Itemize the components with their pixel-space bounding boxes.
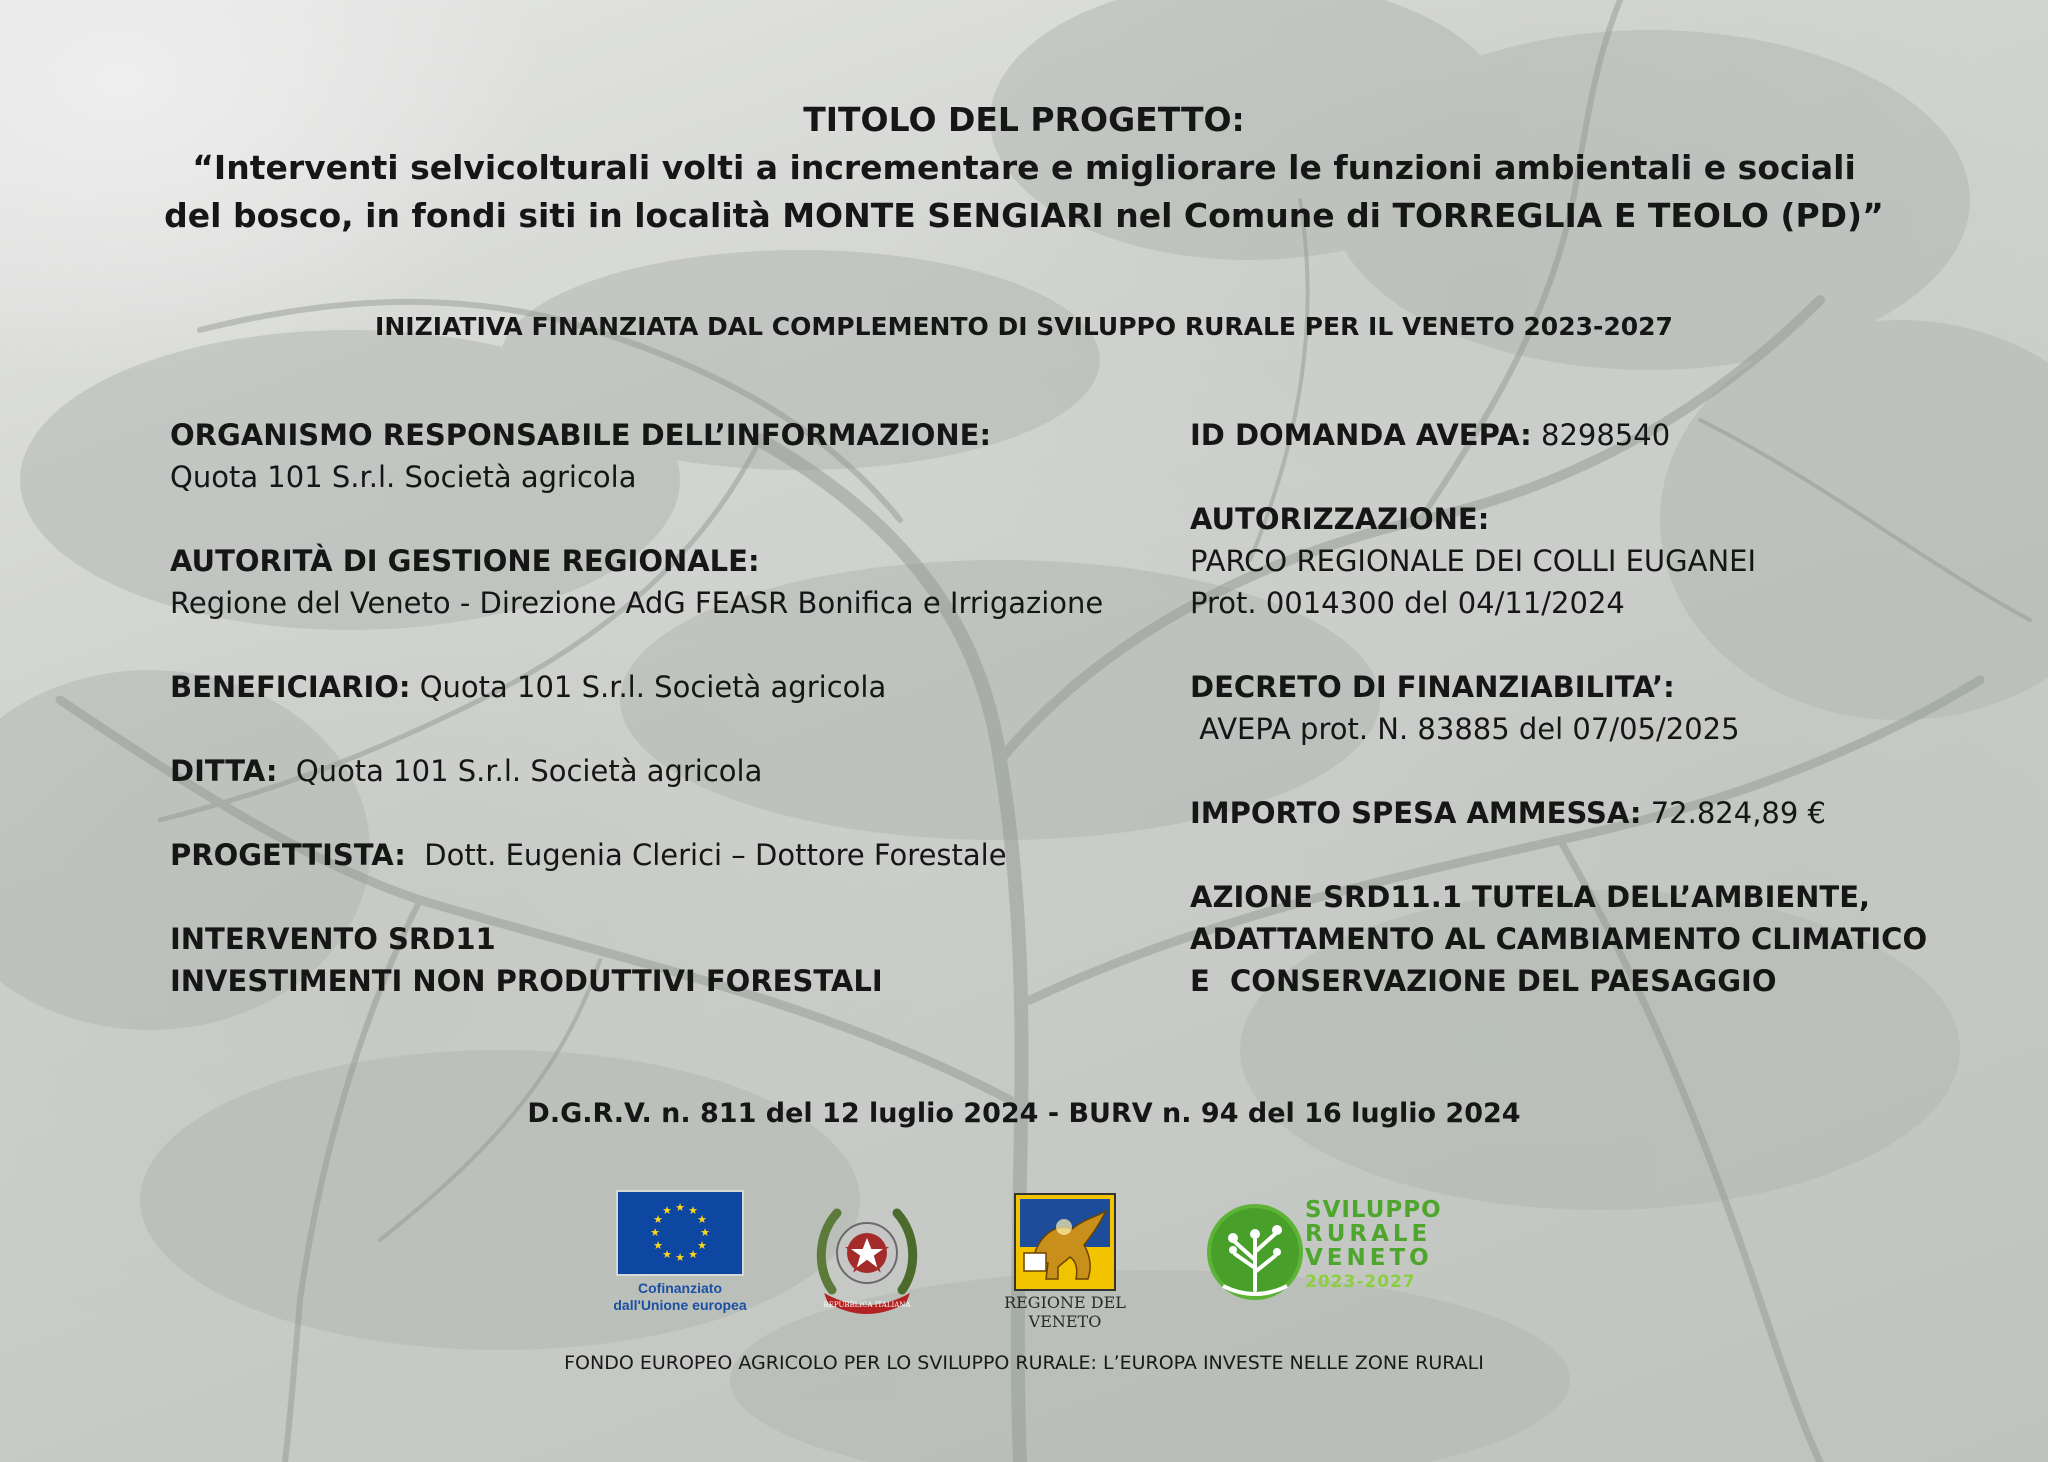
regione-veneto-text: REGIONE DEL VENETO	[1004, 1293, 1126, 1331]
svg-text:★: ★	[675, 1201, 685, 1214]
srv-years: 2023-2027	[1305, 1272, 1416, 1292]
ditta-label: DITTA:	[170, 754, 278, 788]
svg-text:★: ★	[697, 1239, 707, 1252]
eu-flag-icon	[616, 1190, 744, 1276]
id-domanda-value: 8298540	[1531, 418, 1671, 452]
lion-of-st-mark-icon	[1014, 1193, 1116, 1291]
decreto-value: AVEPA prot. N. 83885 del 07/05/2025	[1190, 712, 1740, 746]
eu-cofinanced-text	[610, 1280, 750, 1314]
svg-text:★: ★	[650, 1226, 660, 1239]
beneficiario-label: BENEFICIARIO:	[170, 670, 411, 704]
srv-text-line-1: SVILUPPO	[1305, 1197, 1442, 1223]
autorizzazione-label: AUTORIZZAZIONE:	[1190, 502, 1490, 536]
italian-emblem-icon	[812, 1195, 922, 1315]
project-title-line-2: del bosco, in fondi siti in località MONTE SENGIARI nel Comune di TORREGLIA E TEOLO (PD)”	[164, 196, 1884, 235]
project-title-line-1: “Interventi selvicolturali volti a incrementare e migliorare le funzioni ambientali e sociali	[192, 148, 1856, 187]
progettista-value: Dott. Eugenia Clerici – Dottore Forestale	[405, 838, 1007, 872]
svg-text:★: ★	[653, 1239, 663, 1252]
autorizzazione-line-2: Prot. 0014300 del 04/11/2024	[1190, 586, 1625, 620]
ditta-value: Quota 101 S.r.l. Società agricola	[277, 754, 763, 788]
id-domanda-row	[1190, 414, 2010, 456]
sviluppo-rurale-text	[1305, 1198, 1442, 1294]
beneficiario-row	[170, 666, 1170, 708]
autorita-value: Regione del Veneto - Direzione AdG FEASR Bonifica e Irrigazione	[170, 586, 1104, 620]
srv-text-line-3: VENETO	[1305, 1245, 1433, 1271]
svg-text:★: ★	[688, 1204, 698, 1217]
sviluppo-rurale-veneto-logo	[1205, 1190, 1445, 1320]
autorita-label: AUTORITÀ DI GESTIONE REGIONALE:	[170, 544, 760, 578]
svg-text:★: ★	[653, 1213, 663, 1226]
progettista-label: PROGETTISTA:	[170, 838, 406, 872]
regione-veneto-logo	[980, 1193, 1150, 1331]
autorizzazione-line-1: PARCO REGIONALE DEI COLLI EUGANEI	[1190, 544, 1757, 578]
initiative-heading: INIZIATIVA FINANZIATA DAL COMPLEMENTO DI SVILUPPO RURALE PER IL VENETO 2023-2027	[375, 312, 1673, 341]
svg-text:★: ★	[697, 1213, 707, 1226]
eu-text-line-2: dall'Unione europea	[613, 1297, 747, 1313]
organismo-label: ORGANISMO RESPONSABILE DELL’INFORMAZIONE:	[170, 418, 992, 452]
importo-row	[1190, 792, 2010, 834]
eu-text-line-1: Cofinanziato	[638, 1280, 722, 1296]
importo-label: IMPORTO SPESA AMMESSA:	[1190, 796, 1642, 830]
intervento-line-1: INTERVENTO SRD11	[170, 922, 496, 956]
srv-text-line-2: RURALE	[1305, 1221, 1432, 1247]
svg-text:★: ★	[662, 1248, 672, 1261]
project-title	[0, 96, 2048, 240]
eu-logo	[610, 1190, 750, 1314]
svg-text:★: ★	[675, 1251, 685, 1264]
logo-strip	[0, 1185, 2048, 1331]
organismo-value: Quota 101 S.r.l. Società agricola	[170, 460, 637, 494]
importo-value: 72.824,89 €	[1641, 796, 1826, 830]
azione-line-2: ADATTAMENTO AL CAMBIAMENTO CLIMATICO	[1190, 922, 1928, 956]
svg-text:★: ★	[700, 1226, 710, 1239]
azione-line-3: E CONSERVAZIONE DEL PAESAGGIO	[1190, 964, 1777, 998]
azione-line-1: AZIONE SRD11.1 TUTELA DELL’AMBIENTE,	[1190, 880, 1871, 914]
id-domanda-label: ID DOMANDA AVEPA:	[1190, 418, 1532, 452]
ditta-row	[170, 750, 1170, 792]
tree-hands-icon	[1205, 1190, 1305, 1320]
project-title-heading: TITOLO DEL PROGETTO:	[803, 100, 1245, 139]
dgrv-reference: D.G.R.V. n. 811 del 12 luglio 2024 - BURV n. 94 del 16 luglio 2024	[527, 1098, 1521, 1129]
svg-text:★: ★	[662, 1204, 672, 1217]
svg-text:★: ★	[688, 1248, 698, 1261]
left-info-column	[170, 414, 1170, 1002]
decreto-label: DECRETO DI FINANZIABILITA’:	[1190, 670, 1675, 704]
right-info-column	[1190, 414, 2010, 1002]
progettista-row	[170, 834, 1170, 876]
repubblica-text: REPUBBLICA ITALIANA	[823, 1301, 911, 1309]
beneficiario-value: Quota 101 S.r.l. Società agricola	[410, 670, 887, 704]
footer-fund-text: FONDO EUROPEO AGRICOLO PER LO SVILUPPO RURALE: L’EUROPA INVESTE NELLE ZONE RURALI	[564, 1352, 1484, 1374]
intervento-line-2: INVESTIMENTI NON PRODUTTIVI FORESTALI	[170, 964, 883, 998]
